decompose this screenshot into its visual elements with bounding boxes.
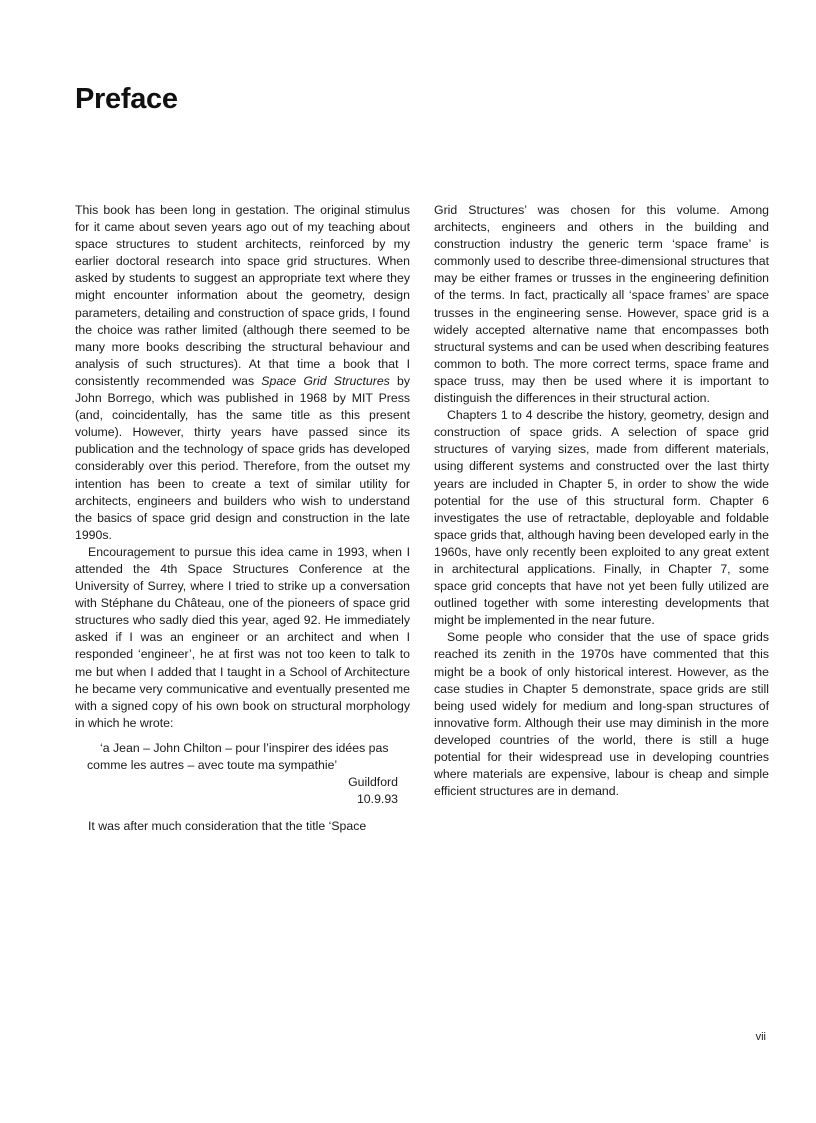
book-title: Space Grid Structures [261, 373, 390, 388]
right-paragraph-2: Chapters 1 to 4 describe the history, geometry, design and construction of space grids. A selection of space grid structures of varying sizes, made from different materials, using different systems and constructed over the last thirty years are included in Chapter 5, in order to show the wide potential for the use of this structural form. Chapter 6 investigates the use of retractable, deployable and foldable space grids that, although having been developed early in the 1960s, have only recently been exploited to any great extent in architectural applications. Finally, in Chapter 7, some space grid concepts that have not yet been fully utilized are outlined together with some interesting developments that might be implemented in the near future. [434, 408, 769, 628]
page-number: vii [755, 1031, 766, 1043]
right-column [434, 202, 769, 800]
left-paragraph-1 [75, 202, 410, 544]
quote-text: ‘a Jean – John Chilton – pour l’inspirer des idées pas comme les autres – avec toute ma sympathie’ [87, 740, 389, 772]
paragraph-text: This book has been long in gestation. The original stimulus for it came about seven years ago out of my teaching about space structures to student architects, reinforced by my earlier doctoral research into space grid structures. When asked by students to suggest an appropriate text where they might encounter information about the geometry, design parameters, detailing and construction of space grids, I found the choice was rather limited (although there seemed to be many more books describing the structural behaviour and analysis of such structures). At that time a book that I consistently recommended was [75, 203, 410, 388]
right-paragraph-1: Grid Structures’ was chosen for this volume. Among architects, engineers and others in the building and construction industry the generic term ‘space frame’ is commonly used to describe three-dimensional structures that may be either frames or trusses in the engineering definition of the terms. In fact, practically all ‘space frames’ are space trusses in the engineering sense. However, space grid is a widely accepted alternative name that encompasses both structural systems and can be used when describing features common to both. The more correct terms, space frame and space truss, may then be used where it is important to distinguish the differences in their structural action. [434, 203, 769, 406]
quote-place: Guildford [348, 775, 398, 790]
paragraph-text: by John Borrego, which was published in 1968 by MIT Press (and, coincidentally, has the same title as this present volume). However, thirty years have passed since its publication and the technology of space grids has developed considerably over this period. Therefore, from the outset my intention has been to create a text of similar utility for architects, engineers and builders who wish to understand the basics of space grid design and construction in the late 1990s. [75, 373, 411, 542]
dedication-quote [75, 740, 410, 808]
left-paragraph-3: It was after much consideration that the title ‘Space [88, 819, 367, 834]
left-column [75, 202, 410, 835]
right-paragraph-3: Some people who consider that the use of space grids reached its zenith in the 1970s have commented that this might be a book of only historical interest. However, as the case studies in Chapter 5 demonstrate, space grids are still being used widely for medium and long-span structures of innovative form. Although their use may diminish in the more developed countries of the world, there is still a huge potential for their widespread use in developing countries where materials are expensive, labour is cheap and simple efficient structures are in demand. [434, 630, 769, 799]
page-title: Preface [75, 83, 178, 115]
quote-date: 10.9.93 [356, 792, 398, 807]
left-paragraph-2: Encouragement to pursue this idea came in 1993, when I attended the 4th Space Structures Conference at the University of Surrey, where I tried to strike up a conversation with Stéphane du Château, one of the pioneers of space grid structures who sadly died this year, aged 92. He immediately asked if I was an engineer or an architect and when I responded ‘engineer’, he at first was not too keen to talk to me but when I added that I taught in a School of Architecture he became very communicative and eventually presented me with a signed copy of his own book on structural morphology in which he wrote: [75, 544, 410, 730]
